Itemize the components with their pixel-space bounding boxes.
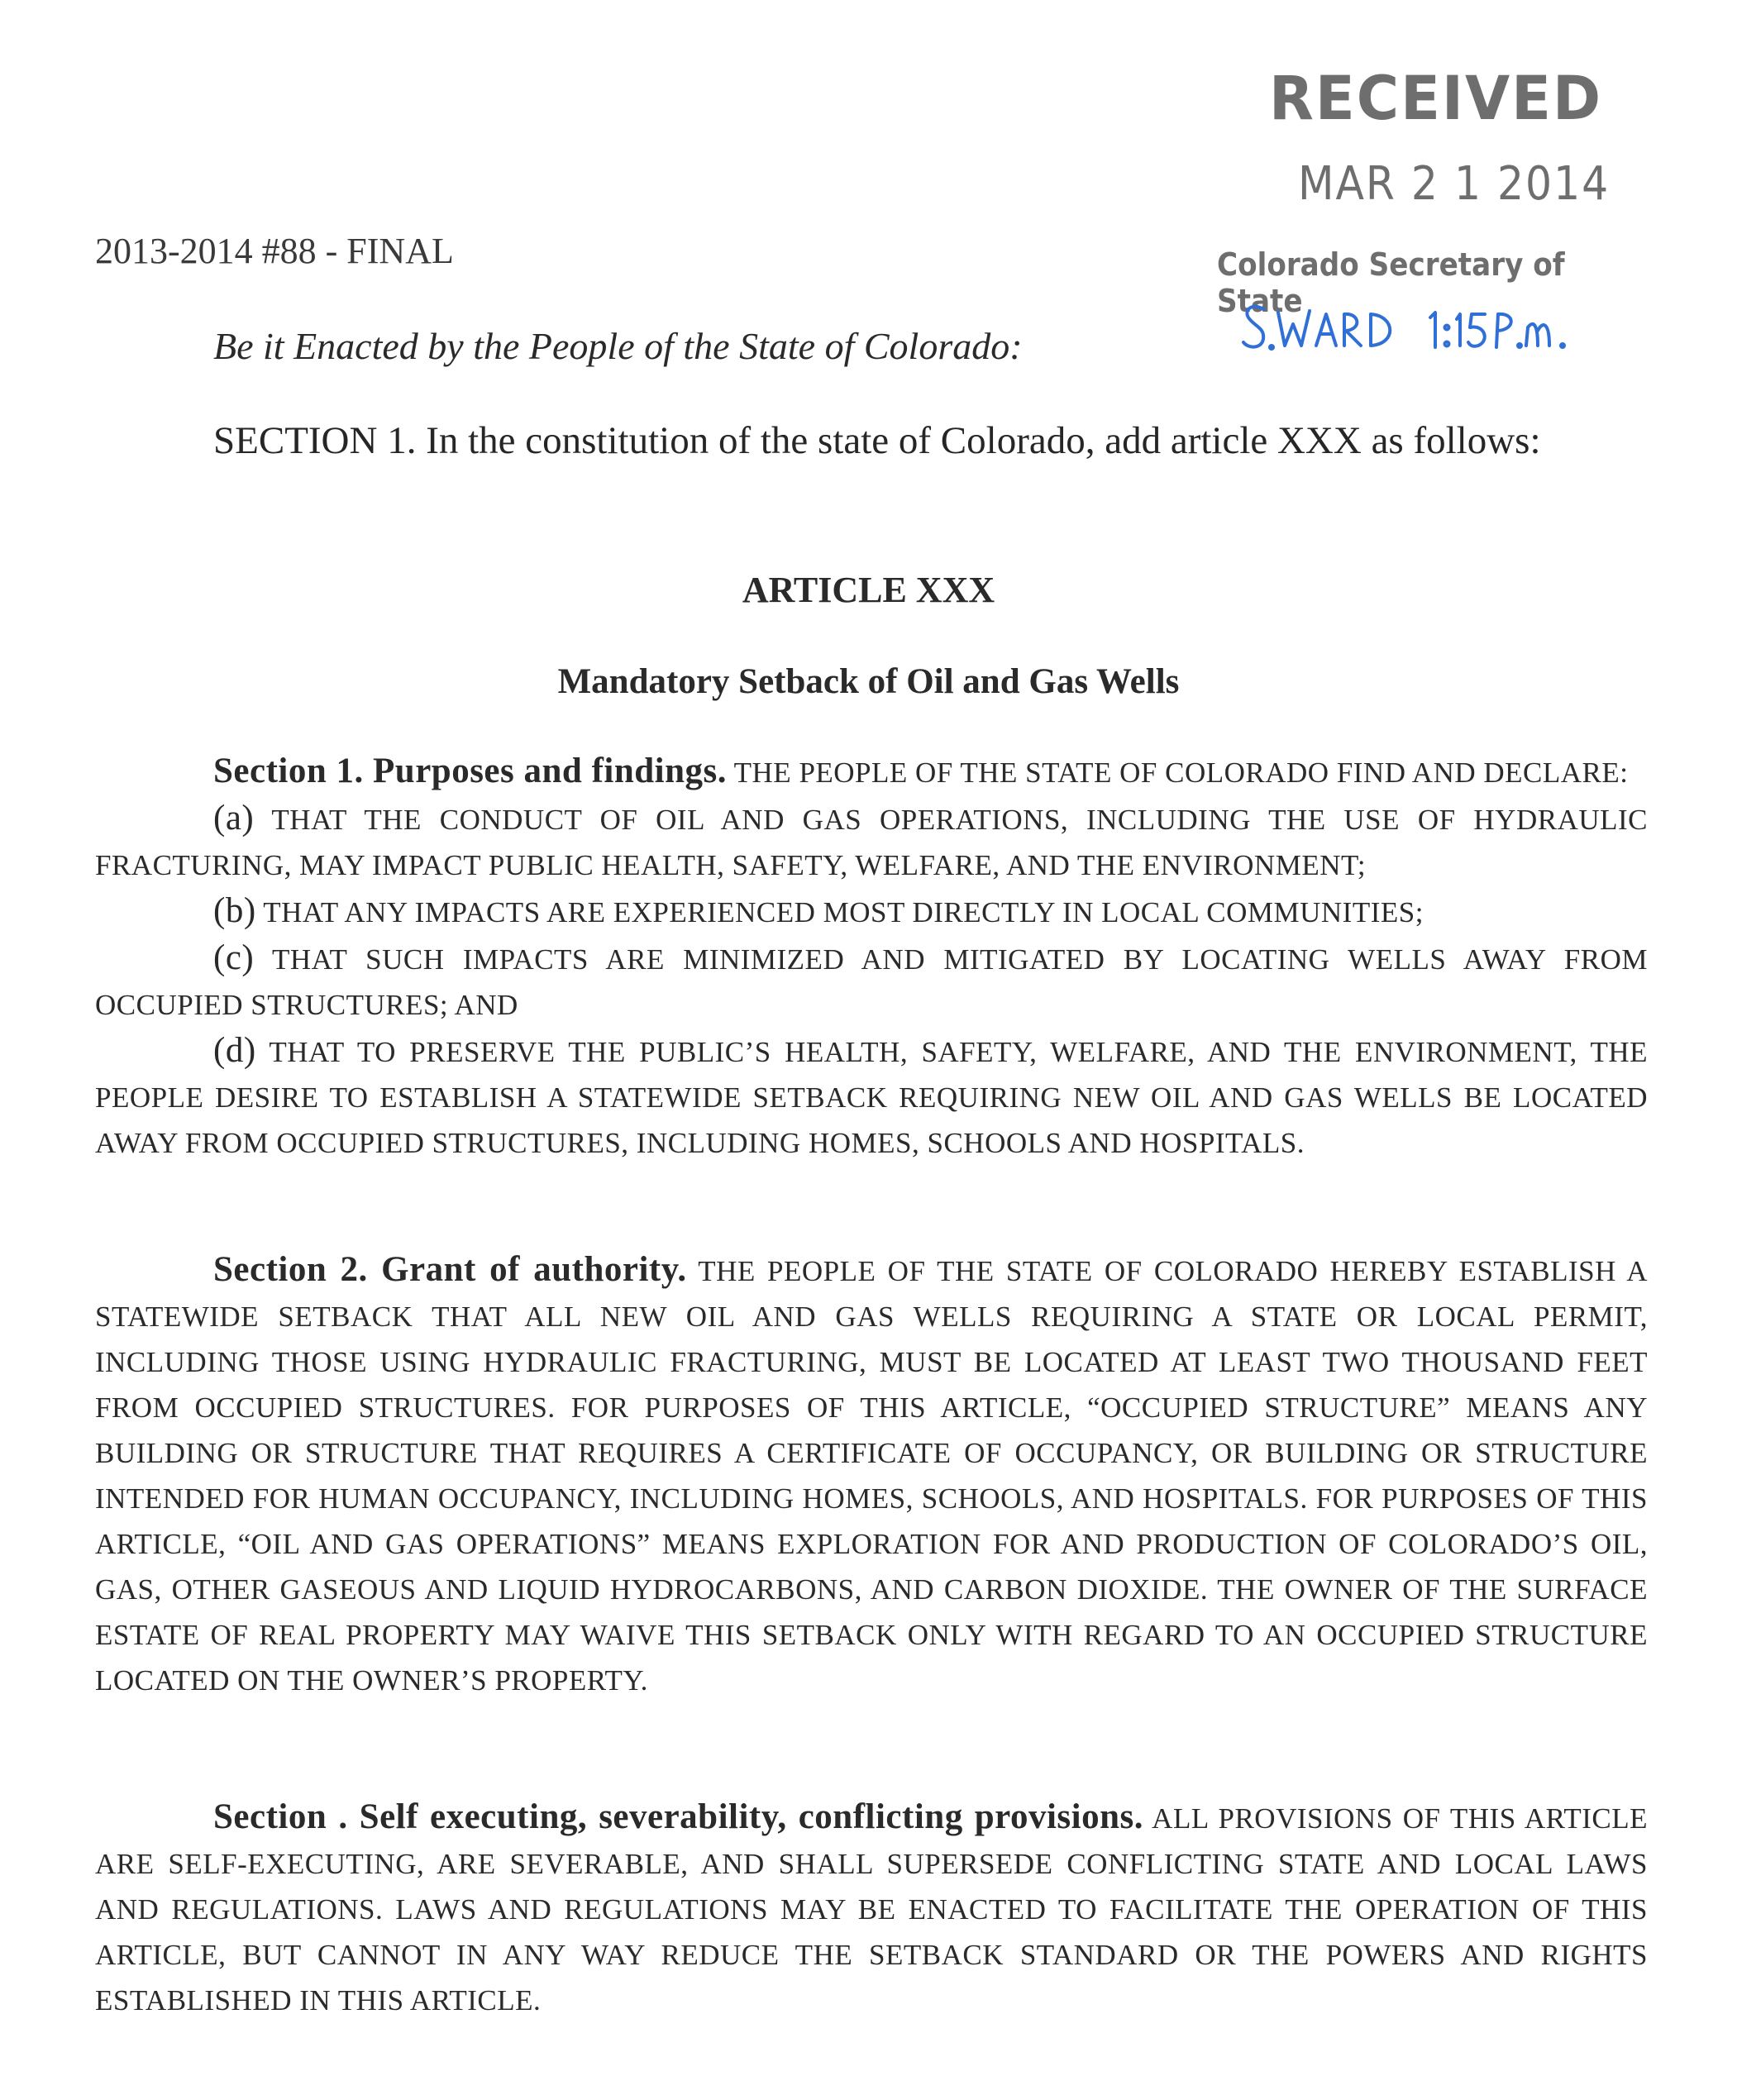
received-stamp: RECEIVED	[1269, 62, 1603, 135]
self-executing-section	[95, 1794, 1648, 2023]
purposes-section	[95, 748, 1648, 1166]
section-1-intro	[95, 418, 1648, 464]
section-1-intro-text: SECTION 1. In the constitution of the state of Colorado, add article XXX as follows:	[213, 419, 1541, 462]
finding-label: (b)	[213, 891, 256, 930]
article-title: ARTICLE XXX	[742, 570, 995, 610]
finding-label: (a)	[213, 799, 255, 838]
handwritten-signature	[1238, 298, 1594, 356]
finding-text: THAT SUCH IMPACTS ARE MINIMIZED AND MITIGATED BY LOCATING WELLS AWAY FROM OCCUPIED STRUCTURES; AND	[95, 943, 1648, 1021]
authority-heading: Section 2. Grant of authority.	[213, 1250, 687, 1289]
finding-item	[95, 888, 1648, 935]
finding-text: THAT THE CONDUCT OF OIL AND GAS OPERATIONS, INCLUDING THE USE OF HYDRAULIC FRACTURING, MAY IMPACT PUBLIC HEALTH, SAFETY, WELFARE, AND THE ENVIRONMENT;	[95, 804, 1648, 881]
finding-item	[95, 1028, 1648, 1166]
enacting-clause: Be it Enacted by the People of the State of Colorado:	[213, 325, 1023, 367]
finding-item	[95, 795, 1648, 888]
finding-text: THAT TO PRESERVE THE PUBLIC’S HEALTH, SAFETY, WELFARE, AND THE ENVIRONMENT, THE PEOPLE DESIRE TO ESTABLISH A STATEWIDE SETBACK REQUIRING NEW OIL AND GAS WELLS BE LOCATED AWAY FROM OCCUPIED STRUCTURES, INCLUDING HOMES, SCHOOLS AND HOSPITALS.	[95, 1036, 1648, 1159]
self-executing-heading: Section . Self executing, severability, conflicting provisions.	[213, 1797, 1144, 1836]
authority-text: THE PEOPLE OF THE STATE OF COLORADO HEREBY ESTABLISH A STATEWIDE SETBACK THAT ALL NEW OIL AND GAS WELLS REQUIRING A STATE OR LOCAL PERMIT, INCLUDING THOSE USING HYDRAULIC FRACTURING, MUST BE LOCATED AT LEAST TWO THOUSAND FEET FROM OCCUPIED STRUCTURES. FOR PURPOSES OF THIS ARTICLE, “OCCUPIED STRUCTURE” MEANS ANY BUILDING OR STRUCTURE THAT REQUIRES A CERTIFICATE OF OCCUPANCY, OR BUILDING OR STRUCTURE INTENDED FOR HUMAN OCCUPANCY, INCLUDING HOMES, SCHOOLS, AND HOSPITALS. FOR PURPOSES OF THIS ARTICLE, “OIL AND GAS OPERATIONS” MEANS EXPLORATION FOR AND PRODUCTION OF COLORADO’S OIL, GAS, OTHER GASEOUS AND LIQUID HYDROCARBONS, AND CARBON DIOXIDE. THE OWNER OF THE SURFACE ESTATE OF REAL PROPERTY MAY WAIVE THIS SETBACK ONLY WITH REGARD TO AN OCCUPIED STRUCTURE LOCATED ON THE OWNER’S PROPERTY.	[95, 1255, 1649, 1697]
finding-label: (c)	[213, 938, 255, 977]
stamp-date: MAR 2 1 2014	[1298, 157, 1611, 211]
purposes-heading: Section 1. Purposes and findings.	[213, 752, 728, 790]
finding-text: THAT ANY IMPACTS ARE EXPERIENCED MOST DIRECTLY IN LOCAL COMMUNITIES;	[263, 896, 1424, 928]
authority-section	[95, 1247, 1648, 1703]
self-executing-text: ALL PROVISIONS OF THIS ARTICLE ARE SELF-EXECUTING, ARE SEVERABLE, AND SHALL SUPERSEDE CONFLICTING STATE AND LOCAL LAWS AND REGULATIONS. LAWS AND REGULATIONS MAY BE ENACTED TO FACILITATE THE OPERATION OF THIS ARTICLE, BUT CANNOT IN ANY WAY REDUCE THE SETBACK STANDARD OR THE POWERS AND RIGHTS ESTABLISHED IN THIS ARTICLE.	[95, 1802, 1648, 2016]
finding-label: (d)	[213, 1031, 256, 1070]
stamp-office: Colorado Secretary of State	[1217, 246, 1565, 319]
document-reference: 2013-2014 #88 - FINAL	[95, 231, 454, 271]
purposes-lead: THE PEOPLE OF THE STATE OF COLORADO FIND AND DECLARE:	[733, 756, 1629, 789]
finding-item	[95, 935, 1648, 1028]
article-subtitle: Mandatory Setback of Oil and Gas Wells	[557, 662, 1180, 701]
